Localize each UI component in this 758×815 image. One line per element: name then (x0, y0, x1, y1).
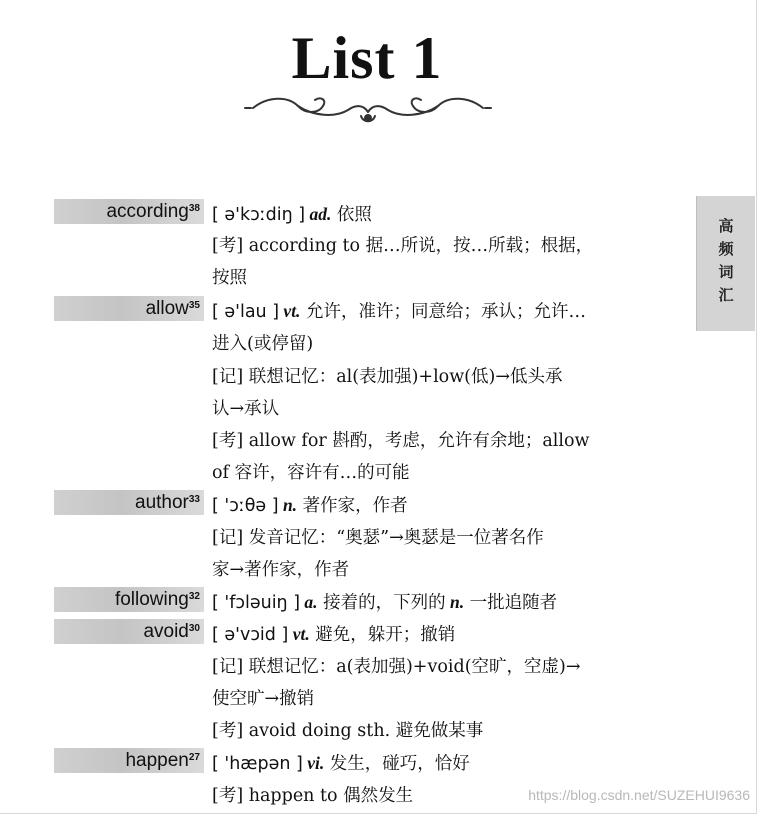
note-line: of 容许，容许有…的可能 (212, 463, 410, 483)
definition-line: [ 'hæpən ] vi. 发生，碰巧，恰好 (212, 753, 470, 774)
note-line: [考] allow for 斟酌，考虑，允许有余地；allow (212, 431, 590, 451)
side-tab-label: 高频词汇 (716, 217, 735, 310)
note-line: [记] 联想记忆：al(表加强)+low(低)→低头承 (212, 367, 563, 387)
word-headword: avoid$^{30}$ (54, 619, 204, 644)
word-headword: author$^{33}$ (54, 490, 204, 515)
note-line: [记] 联想记忆：a(表加强)+void(空旷，空虚)→ (212, 657, 581, 677)
page-title: List 1 (291, 25, 443, 91)
definition-line: 进入(或停留) (212, 334, 314, 354)
word-headword: according$^{38}$ (54, 199, 204, 224)
definition-line: [ 'ɔːθə ] n. 著作家，作者 (212, 495, 408, 516)
definition-line: [ 'fɔləuiŋ ] a. 接着的，下列的 n. 一批追随者 (212, 592, 558, 613)
definition-line: [ ə'vɔid ] vt. 避免，躲开；撤销 (212, 624, 456, 645)
note-line: 家→著作家，作者 (212, 560, 350, 580)
note-line: [考] avoid doing sth. 避免做某事 (212, 721, 484, 741)
definition-line: [ ə'lau ] vt. 允许，准许；同意给；承认；允许… (212, 301, 586, 322)
definition-line: [ ə'kɔːdiŋ ] ad. 依照 (212, 204, 372, 225)
note-line: 按照 (212, 268, 247, 288)
note-line: [记] 发音记忆：“奥瑟”→奥瑟是一位著名作 (212, 528, 544, 548)
note-line: 使空旷→撤销 (212, 689, 315, 709)
word-headword: happen$^{27}$ (54, 748, 204, 773)
word-headword: allow$^{35}$ (54, 296, 204, 321)
word-headword: following$^{32}$ (54, 587, 204, 612)
note-line: 认→承认 (212, 399, 280, 419)
note-line: [考] happen to 偶然发生 (212, 786, 414, 806)
watermark: https://blog.csdn.net/SUZEHUI9636 (528, 787, 750, 803)
note-line: [考] according to 据…所说，按…所载；根据， (212, 236, 594, 256)
